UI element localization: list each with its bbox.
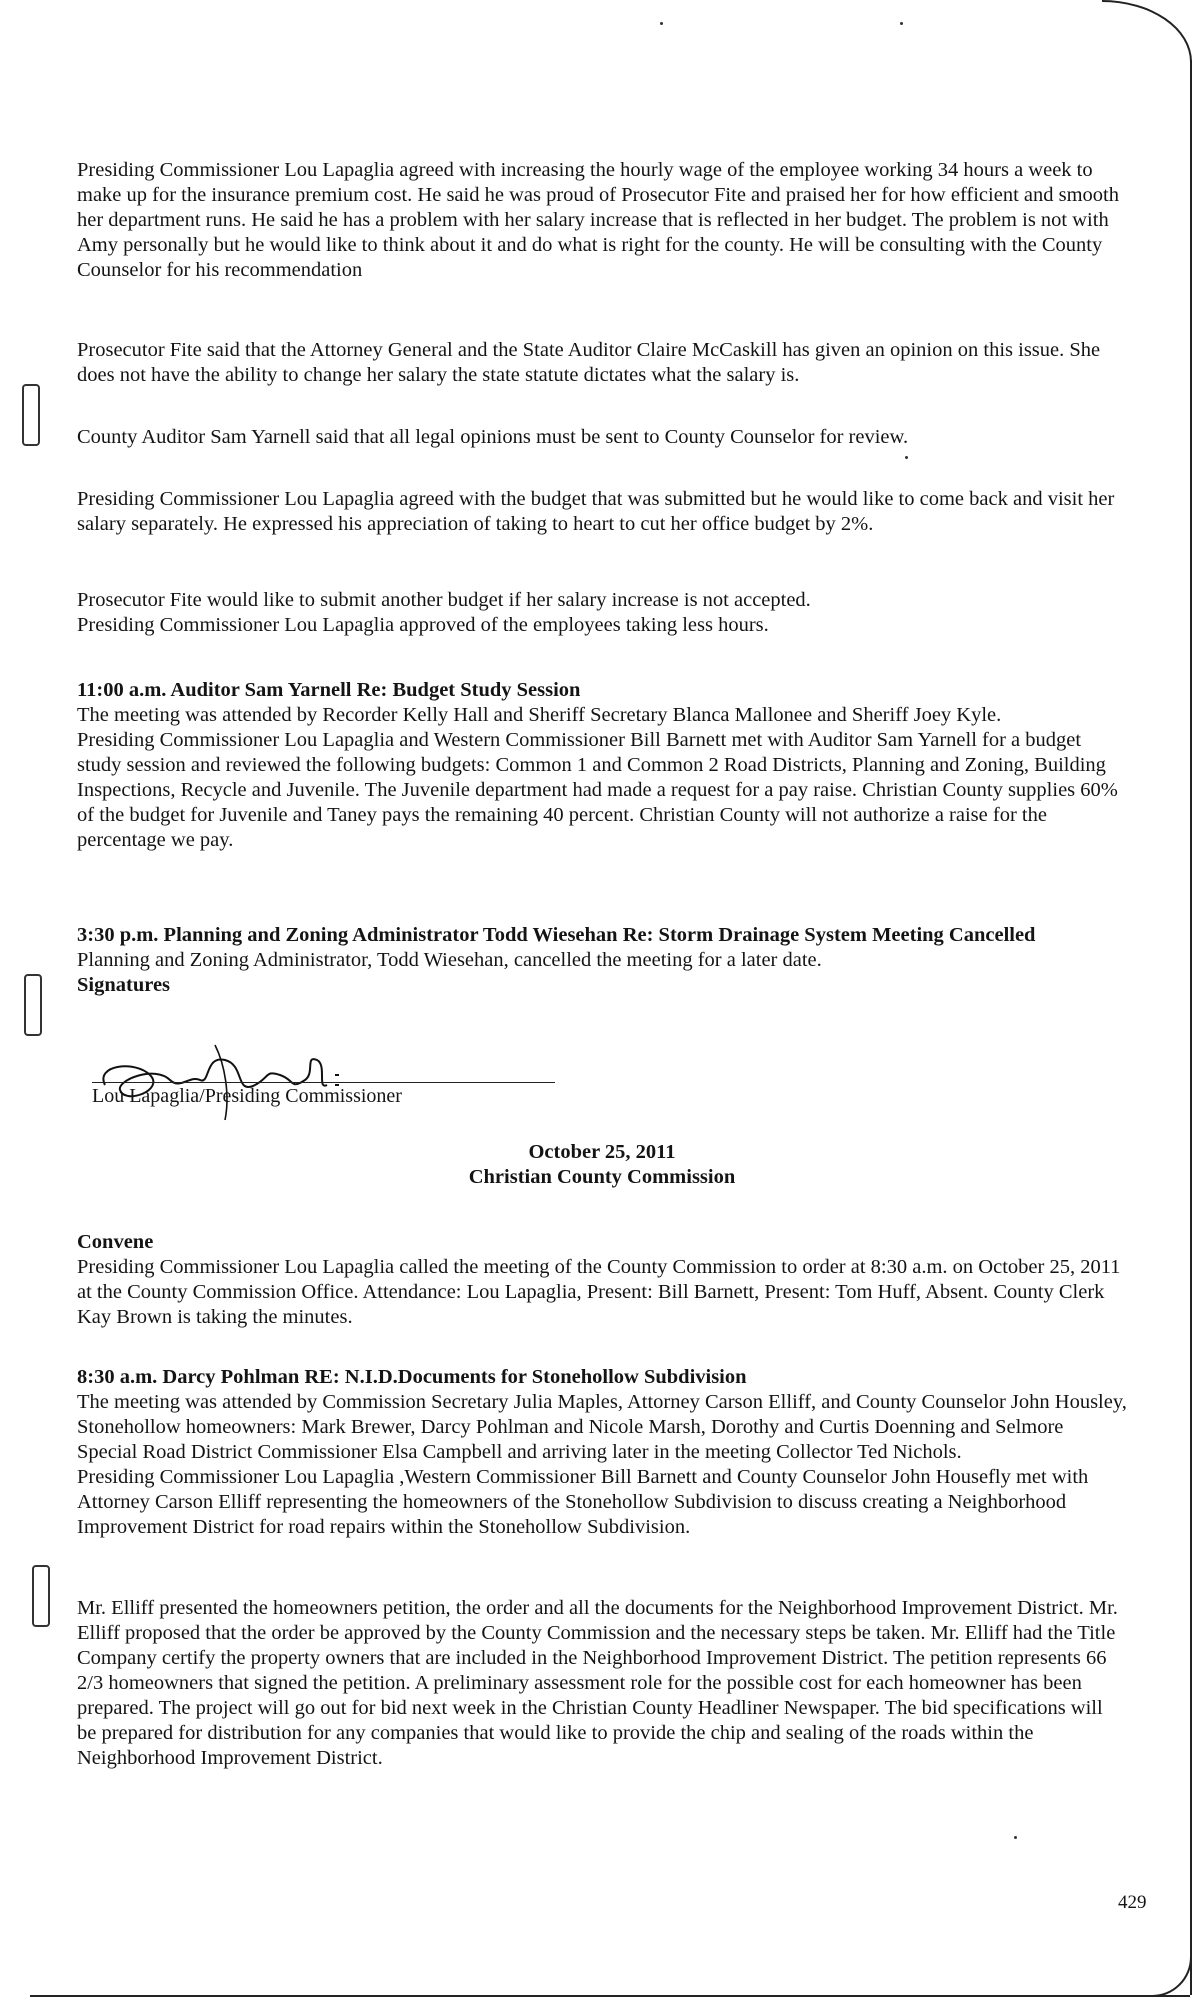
organization-name: Christian County Commission <box>468 1166 736 1188</box>
page-number: 429 <box>1118 1892 1147 1913</box>
signature-label: Lou Lapaglia/Presiding Commissioner <box>92 1085 402 1107</box>
paragraph: Presiding Commissioner Lou Lapaglia ,Western Commissioner Bill Barnett and County Counselor John Housefly met with Attorney Carson Elliff representing the homeowners of the Stonehollow Subdivision to discuss creating a Neighborhood Improvement District for road repairs within the Stonehollow Subdivision. <box>77 1466 1089 1538</box>
signature-line <box>92 1082 555 1083</box>
page-edge-bottom <box>30 1995 1190 1997</box>
speck <box>905 456 908 459</box>
signatures-heading: Signatures <box>77 974 171 996</box>
meeting-date: October 25, 2011 <box>528 1141 676 1163</box>
page-edge-bottom-right <box>1152 1957 1192 1997</box>
paragraph: Presiding Commissioner Lou Lapaglia called the meeting of the County Commission to order at 8:30 a.m. on October 25, 2011 at the County Commission Office. Attendance: Lou Lapaglia, Present: Bill Barnett, Present: Tom Huff, Absent. County Clerk Kay Brown is taking the minutes. <box>77 1256 1121 1328</box>
paragraph: Prosecutor Fite said that the Attorney General and the State Auditor Claire McCaskill has given an opinion on this issue. She does not have the ability to change her salary the state statute dictates what the salary is. <box>77 339 1101 386</box>
paragraph: County Auditor Sam Yarnell said that all legal opinions must be sent to County Counselor for review. <box>77 426 909 448</box>
paragraph: Presiding Commissioner Lou Lapaglia agreed with the budget that was submitted but he would like to come back and visit her salary separately. He expressed his appreciation of taking to heart to cut her office budget by 2%. <box>77 488 1115 535</box>
paragraph: The meeting was attended by Recorder Kelly Hall and Sheriff Secretary Blanca Mallonee and Sheriff Joey Kyle. <box>77 704 1002 726</box>
binder-hole <box>22 384 40 446</box>
section-nid-documents <box>77 1365 1127 1540</box>
speck <box>1014 1836 1017 1839</box>
page-edge-right <box>1190 60 1192 1995</box>
paragraph: The meeting was attended by Commission Secretary Julia Maples, Attorney Carson Elliff, and County Counselor John Housley, Stonehollow homeowners: Mark Brewer, Darcy Pohlman and Nicole Marsh, Dorothy and Curtis Doenning and Selmore Special Road District Commissioner Elsa Campbell and arriving later in the meeting Collector Ted Nichols. <box>77 1391 1127 1463</box>
handwritten-signature <box>95 1035 355 1125</box>
section-convene <box>77 1230 1127 1330</box>
section-heading: 8:30 a.m. Darcy Pohlman RE: N.I.D.Documents for Stonehollow Subdivision <box>77 1366 747 1388</box>
section-budget-study <box>77 678 1127 853</box>
binder-hole <box>24 974 42 1036</box>
paragraph: Prosecutor Fite would like to submit another budget if her salary increase is not accepted. Presiding Commissioner Lou Lapaglia approved of the employees taking less hours. <box>77 589 811 636</box>
speck <box>660 22 663 25</box>
paragraph: Mr. Elliff presented the homeowners petition, the order and all the documents for the Neighborhood Improvement District. Mr. Elliff proposed that the order be approved by the County Commission and the necessary steps be taken. Mr. Elliff had the Title Company certify the property owners that are included in the Neighborhood Improvement District. The petition represents 66 2/3 homeowners that signed the petition. A preliminary assessment role for the possible cost for each homeowner has been prepared. The project will go out for bid next week in the Christian County Headliner Newspaper. The bid specifications will be prepared for distribution for any companies that would like to provide the chip and sealing of the roads within the Neighborhood Improvement District. <box>77 1597 1118 1769</box>
section-heading: 3:30 p.m. Planning and Zoning Administrator Todd Wiesehan Re: Storm Drainage System Meeting Cancelled <box>77 924 1036 946</box>
binder-hole <box>32 1565 50 1627</box>
paragraph: Presiding Commissioner Lou Lapaglia agreed with increasing the hourly wage of the employee working 34 hours a week to make up for the insurance premium cost. He said he was proud of Prosecutor Fite and praised her for how efficient and smooth her department runs. He said he has a problem with her salary increase that is reflected in her budget. The problem is not with Amy personally but he would like to think about it and do what is right for the county. He will be consulting with the County Counselor for his recommendation <box>77 159 1119 281</box>
paragraph: Planning and Zoning Administrator, Todd Wiesehan, cancelled the meeting for a later date. <box>77 949 822 971</box>
section-heading: Convene <box>77 1231 154 1253</box>
speck <box>900 22 903 25</box>
section-storm-drainage <box>77 923 1127 998</box>
page-edge-top-right <box>1102 0 1192 62</box>
paragraph: Presiding Commissioner Lou Lapaglia and Western Commissioner Bill Barnett met with Auditor Sam Yarnell for a budget study session and reviewed the following budgets: Common 1 and Common 2 Road Districts, Planning and Zoning, Building Inspections, Recycle and Juvenile. The Juvenile department had made a request for a pay raise. Christian County supplies 60% of the budget for Juvenile and Taney pays the remaining 40 percent. Christian County will not authorize a raise for the percentage we pay. <box>77 729 1118 851</box>
section-heading: 11:00 a.m. Auditor Sam Yarnell Re: Budget Study Session <box>77 679 581 701</box>
meeting-header <box>77 1140 1127 1190</box>
